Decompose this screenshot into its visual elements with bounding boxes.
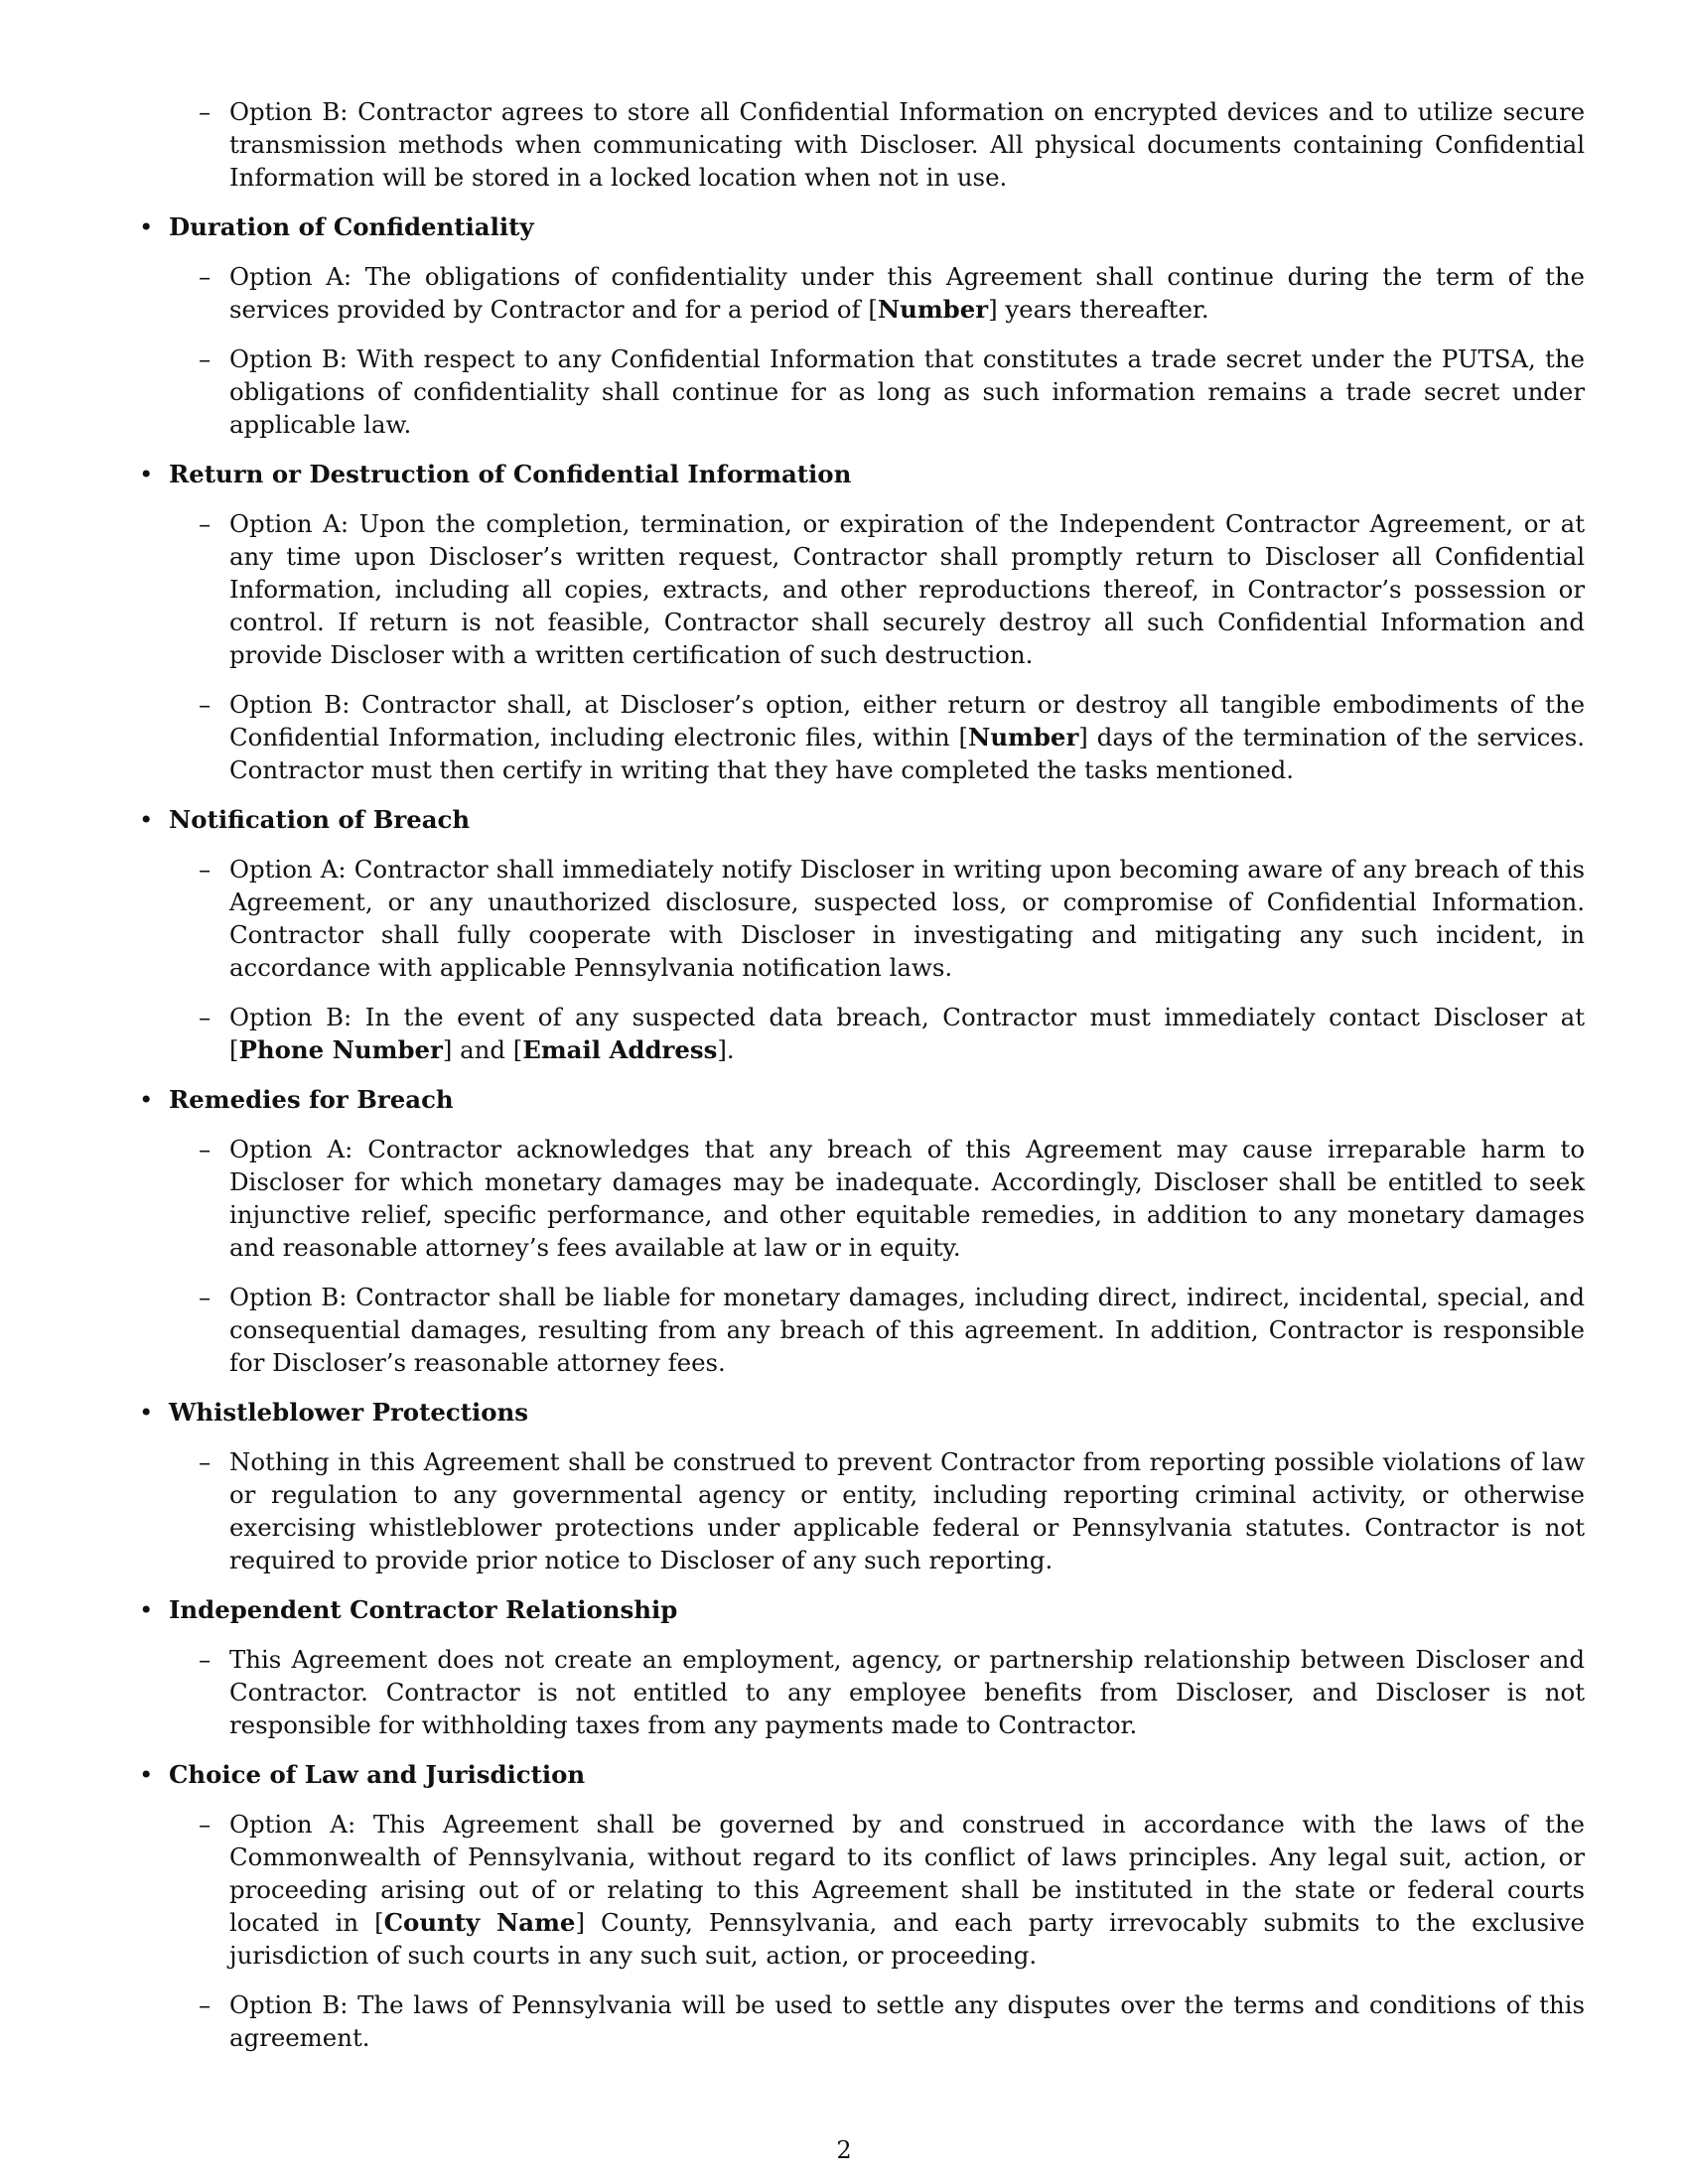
dash-marker: – [199,344,211,373]
relationship-text: – This Agreement does not create an employment, agency, or partnership relationship between Discloser and Contractor. Contractor is not entitled to any employee benefits from Discloser, and Discloser is not responsible for withholding taxes from any payments made to Contractor. [199,1645,1585,1739]
placeholder-number: Number [877,295,989,324]
section-heading-whistleblower: • Whistleblower Protections [169,1396,1585,1429]
placeholder-number: Number [968,723,1079,751]
placeholder-phone-number: Phone Number [238,1035,443,1064]
notification-option-b: – Option B: In the event of any suspected data breach, Contractor must immediately contact Discloser at [Phone Number] and [Email Address]. [199,1003,1585,1064]
choice-of-law-option-a: – Option A: This Agreement shall be governed by and construed in accordance with the laws of the Commonwealth of Pennsylvania, without regard to its conflict of laws principles. Any legal suit, action, or proceeding arising out of or relating to this Agreement shall be instituted in the state or federal courts located in [County Name] County, Pennsylvania, and each party irrevocably submits to the exclusive jurisdiction of such courts in any such suit, action, or proceeding. [199,1810,1585,1970]
continuation-option [137,95,1585,194]
page-number: 2 [836,2136,852,2164]
remedies-option-b: – Option B: Contractor shall be liable for monetary damages, including direct, indirect, incidental, special, and consequential damages, resulting from any breach of this agreement. In addition, Contractor is responsible for Discloser’s reasonable attorney fees. [199,1283,1585,1377]
dash-marker: – [199,1645,211,1674]
dash-marker: – [199,97,211,126]
dash-marker: – [199,1135,211,1163]
section-heading-relationship: • Independent Contractor Relationship [169,1593,1585,1626]
section-heading-remedies: • Remedies for Breach [169,1083,1585,1116]
return-option-b: – Option B: Contractor shall, at Discloser’s option, either return or destroy all tangible embodiments of the Confidential Information, including electronic files, within [Number] days of the termination of the services. Contractor must then certify in writing that they have completed the tasks mentioned. [199,690,1585,784]
duration-option-b: – Option B: With respect to any Confidential Information that constitutes a trade secret under the PUTSA, the obligations of confidentiality shall continue for as long as such information remains a trade secret under applicable law. [199,344,1585,439]
dash-marker: – [199,262,211,291]
choice-of-law-option-b: – Option B: The laws of Pennsylvania will be used to settle any disputes over the terms and conditions of this agreement. [199,1990,1585,2052]
dash-marker: – [199,1810,211,1839]
notification-option-a: – Option A: Contractor shall immediately notify Discloser in writing upon becoming aware of any breach of this Agreement, or any unauthorized disclosure, suspected loss, or compromise of Confidential Information. Contractor shall fully cooperate with Discloser in investigating and mitigating any such incident, in accordance with applicable Pennsylvania notification laws. [199,855,1585,982]
document-body [137,95,1585,2071]
remedies-option-a: – Option A: Contractor acknowledges that any breach of this Agreement may cause irreparable harm to Discloser for which monetary damages may be inadequate. Accordingly, Discloser shall be entitled to seek injunctive relief, specific performance, and other equitable remedies, in addition to any monetary damages and reasonable attorney’s fees available at law or in equity. [199,1135,1585,1262]
dash-marker: – [199,690,211,719]
dash-marker: – [199,855,211,884]
dash-marker: – [199,1447,211,1476]
dash-marker: – [199,1990,211,2019]
dash-marker: – [199,1283,211,1311]
whistleblower-text: – Nothing in this Agreement shall be construed to prevent Contractor from reporting possible violations of law or regulation to any governmental agency or entity, including reporting criminal activity, or otherwise exercising whistleblower protections under applicable federal or Pennsylvania statutes. Contractor is not required to provide prior notice to Discloser of any such reporting. [199,1447,1585,1574]
return-option-a: – Option A: Upon the completion, termination, or expiration of the Independent Contractor Agreement, or at any time upon Discloser’s written request, Contractor shall promptly return to Discloser all Confidential Information, including all copies, extracts, and other reproductions thereof, in Contractor’s possession or control. If return is not feasible, Contractor shall securely destroy all such Confidential Information and provide Discloser with a written certification of such destruction. [199,509,1585,669]
dash-marker: – [199,1003,211,1031]
section-heading-notification: • Notification of Breach [169,803,1585,836]
section-heading-duration: • Duration of Confidentiality [169,210,1585,243]
placeholder-email-address: Email Address [522,1035,718,1064]
dash-marker: – [199,509,211,538]
option-text: Option B: Contractor agrees to store all Confidential Information on encrypted devices and to utilize secure transmission methods when communicating with Discloser. All physical documents containing Confidential Information will be stored in a locked location when not in use. [229,97,1585,192]
section-heading-choice-of-law: • Choice of Law and Jurisdiction [169,1758,1585,1791]
duration-option-a: – Option A: The obligations of confidentiality under this Agreement shall continue during the term of the services provided by Contractor and for a period of [Number] years thereafter. [199,262,1585,324]
section-heading-return: • Return or Destruction of Confidential Information [169,458,1585,490]
placeholder-county-name: County Name [383,1908,576,1937]
